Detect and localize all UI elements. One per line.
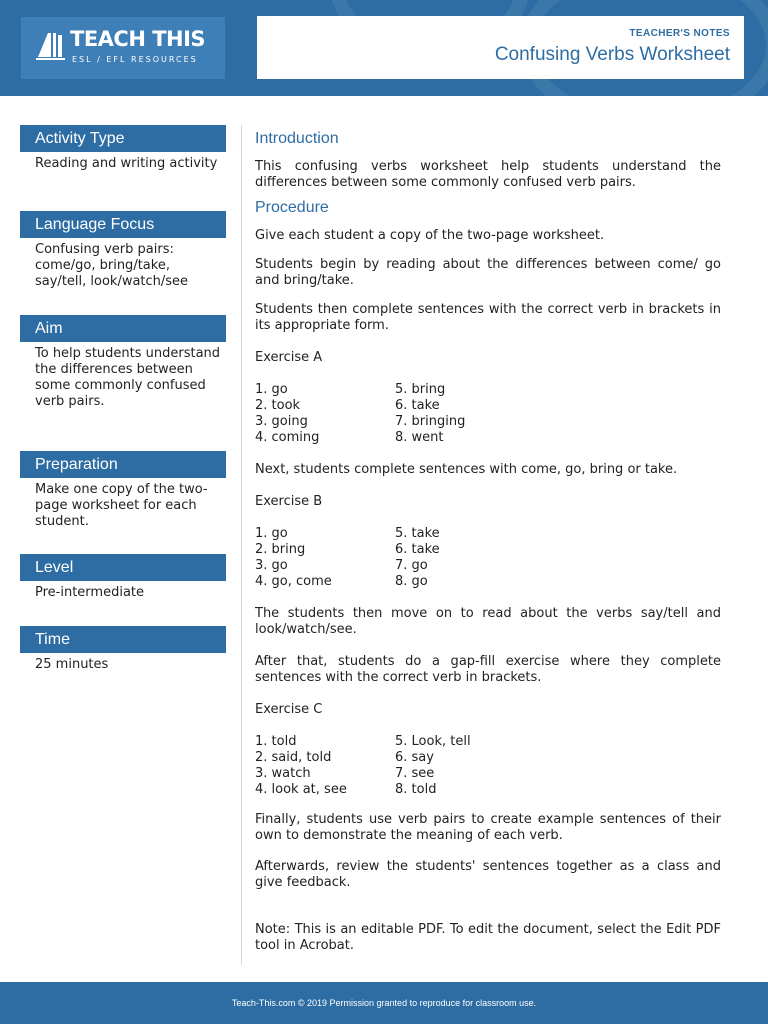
procedure-step-3: Students then complete sentences with the correct verb in brackets in its appropriate form. — [255, 302, 721, 333]
procedure-step-8: Afterwards, review the students' sentences together as a class and give feedback. — [255, 859, 721, 890]
page-title: Confusing Verbs Worksheet — [494, 44, 730, 65]
introduction-heading: Introduction — [255, 130, 339, 147]
editable-pdf-note: Note: This is an editable PDF. To edit the document, select the Edit PDF tool in Acrobat. — [255, 922, 721, 953]
answer-b-3: 3. go — [255, 558, 288, 573]
answer-c-5: 5. Look, tell — [395, 734, 471, 749]
title-box — [257, 16, 744, 79]
procedure-step-1: Give each student a copy of the two-page worksheet. — [255, 228, 605, 243]
time-text: 25 minutes — [35, 657, 109, 672]
page-footer — [0, 982, 768, 1024]
answer-c-2: 2. said, told — [255, 750, 332, 765]
preparation-text: Make one copy of the two-page worksheet for each student. — [35, 482, 208, 529]
activity-type-text: Reading and writing activity — [35, 156, 218, 171]
column-divider — [241, 125, 242, 965]
exercise-a-title: Exercise A — [255, 350, 323, 365]
main-content — [255, 129, 721, 954]
answer-b-6: 6. take — [395, 542, 440, 557]
answer-c-1: 1. told — [255, 734, 297, 749]
procedure-step-4: Next, students complete sentences with come, go, bring or take. — [255, 462, 678, 477]
introduction-text: This confusing verbs worksheet help students understand the differences between some commonly confused verb pairs. — [255, 159, 721, 190]
procedure-step-7: Finally, students use verb pairs to create example sentences of their own to demonstrate the meaning of each verb. — [255, 812, 721, 843]
time-heading: Time — [20, 626, 226, 653]
answer-b-5: 5. take — [395, 526, 440, 541]
teachers-notes-label: TEACHER'S NOTES — [629, 28, 730, 39]
answer-b-7: 7. go — [395, 558, 428, 573]
answer-c-8: 8. told — [395, 782, 437, 797]
answer-a-7: 7. bringing — [395, 414, 466, 429]
answer-a-5: 5. bring — [395, 382, 446, 397]
procedure-heading: Procedure — [255, 199, 329, 216]
book-icon — [36, 27, 66, 61]
exercise-c-title: Exercise C — [255, 702, 323, 717]
language-focus-heading: Language Focus — [20, 211, 226, 238]
aim-heading: Aim — [20, 315, 226, 342]
answer-b-8: 8. go — [395, 574, 428, 589]
answer-c-7: 7. see — [395, 766, 435, 781]
answer-c-6: 6. say — [395, 750, 434, 765]
procedure-step-2: Students begin by reading about the differences between come/ go and bring/take. — [255, 257, 721, 288]
language-focus-text: Confusing verb pairs: come/go, bring/take, say/tell, look/watch/see — [35, 242, 189, 289]
answer-b-1: 1. go — [255, 526, 288, 541]
exercise-b-title: Exercise B — [255, 494, 323, 509]
aim-text: To help students understand the differences between some commonly confused verb pairs. — [35, 346, 221, 409]
answer-c-4: 4. look at, see — [255, 782, 347, 797]
exercise-c-answers — [255, 734, 721, 798]
exercise-b-answers — [255, 526, 721, 590]
answer-a-3: 3. going — [255, 414, 308, 429]
procedure-step-6: After that, students do a gap-fill exercise where they complete sentences with the correct verb in brackets. — [255, 654, 721, 685]
level-heading: Level — [20, 554, 226, 581]
answer-b-2: 2. bring — [255, 542, 306, 557]
logo — [21, 17, 225, 79]
exercise-a-answers — [255, 382, 721, 446]
sidebar — [20, 125, 226, 673]
level-text: Pre-intermediate — [35, 585, 145, 600]
logo-subtitle: ESL / EFL RESOURCES — [72, 55, 198, 64]
procedure-step-5: The students then move on to read about the verbs say/tell and look/watch/see. — [255, 606, 721, 637]
logo-text: TEACH THIS — [70, 27, 206, 51]
answer-b-4: 4. go, come — [255, 574, 332, 589]
preparation-heading: Preparation — [20, 451, 226, 478]
answer-a-4: 4. coming — [255, 430, 320, 445]
copyright-text: Teach-This.com © 2019 Permission granted to reproduce for classroom use. — [231, 998, 537, 1008]
answer-c-3: 3. watch — [255, 766, 311, 781]
page-header — [0, 0, 768, 96]
activity-type-heading: Activity Type — [20, 125, 226, 152]
answer-a-8: 8. went — [395, 430, 444, 445]
answer-a-2: 2. took — [255, 398, 301, 413]
answer-a-6: 6. take — [395, 398, 440, 413]
answer-a-1: 1. go — [255, 382, 288, 397]
